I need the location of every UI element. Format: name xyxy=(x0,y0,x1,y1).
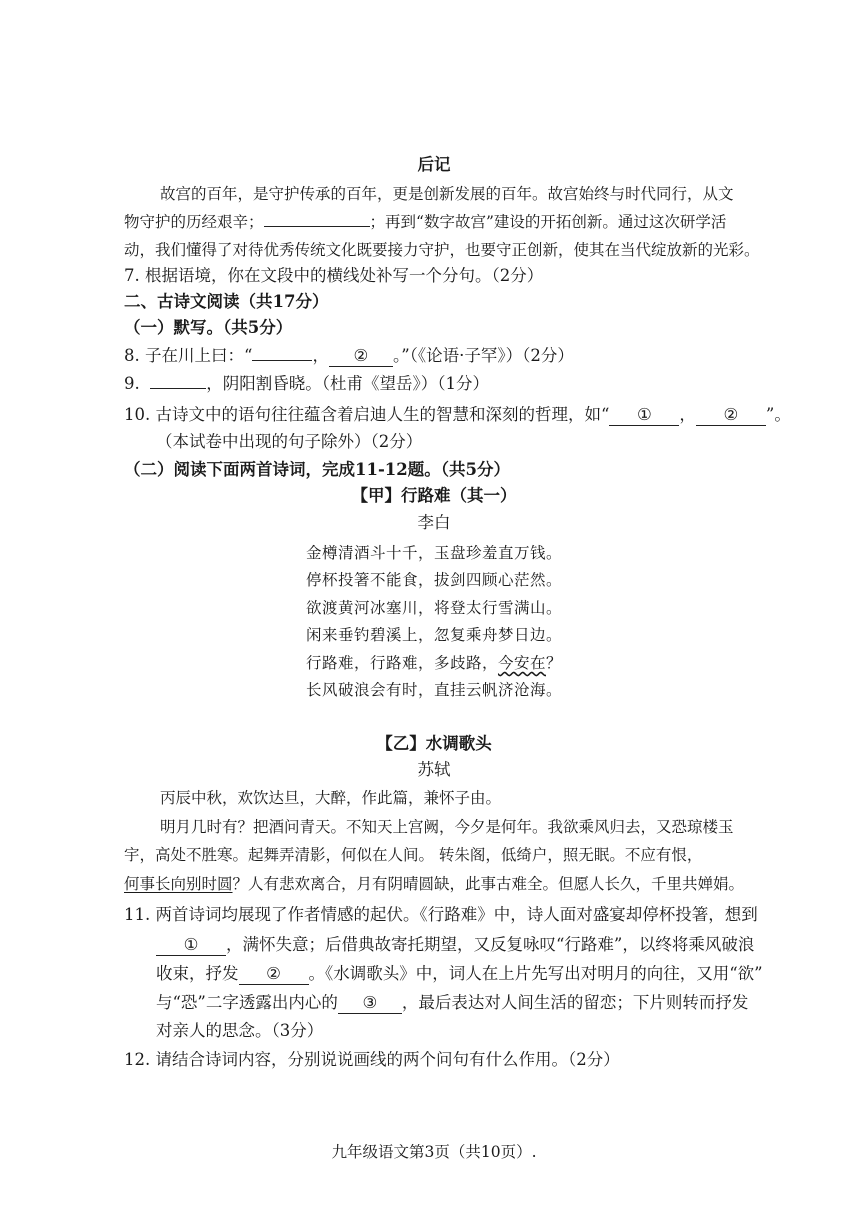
poem-b-underlined-question: 何事长向别时圆 xyxy=(124,875,233,893)
q10-blank-2[interactable] xyxy=(696,405,766,426)
question-10 xyxy=(124,403,791,427)
question-11-line-4 xyxy=(156,991,748,1015)
question-10-note: （本试卷中出现的句子除外）（2分） xyxy=(156,432,423,451)
q11-blank-1[interactable] xyxy=(156,935,226,956)
q11-blank-3[interactable] xyxy=(338,993,402,1014)
question-8-text: 8. 子在川上曰：“ xyxy=(124,346,253,365)
poem-b-author: 苏轼 xyxy=(417,760,451,779)
question-10-text: 10. 古诗文中的语句往往蕴含着启迪人生的智慧和深刻的哲理，如“ xyxy=(124,405,610,424)
question-11-line-1: 11. 两首诗词均展现了作者情感的起伏。《行路难》中，诗人面对盛宴却停杯投箸，想到 xyxy=(124,905,758,924)
poem-b-title: 【乙】水调歌头 xyxy=(376,734,492,753)
section-2-heading: 二、古诗文阅读（共17分） xyxy=(124,292,329,311)
poem-b-preface: 丙辰中秋，欢饮达旦，大醉，作此篇，兼怀子由。 xyxy=(160,789,502,807)
afterword-line-2-start: 物守护的历经艰辛； xyxy=(124,213,264,231)
page-footer: 九年级语文第3页（共10页）. xyxy=(331,1143,537,1161)
question-9-text: ，阴阳割昏晓。（杜甫《望岳》）（1分） xyxy=(206,374,489,393)
afterword-line-2 xyxy=(124,210,726,234)
afterword-line-2-end: ；再到“数字故宫”建设的开拓创新。通过这次研学活 xyxy=(369,213,727,231)
question-11-line-5: 对亲人的思念。（3分） xyxy=(156,1021,324,1040)
q8-separator: ， xyxy=(312,346,329,365)
q10-separator: ， xyxy=(679,405,696,424)
question-11-line-3-start: 收束，抒发 xyxy=(156,964,239,983)
poem-a-line-5 xyxy=(0,651,868,675)
poem-b-line-3-end: ？人有悲欢离合，月有阴晴圆缺，此事古难全。但愿人长久，千里共婵娟。 xyxy=(232,875,745,893)
poem-a-line-1: 金樽清酒斗十千，玉盘珍羞直万钱。 xyxy=(305,544,562,562)
poem-b-line-3 xyxy=(124,872,744,896)
q9-blank[interactable] xyxy=(150,388,206,389)
poem-b-line-2: 宇，高处不胜寒。起舞弄清影，何似在人间。 转朱阁，低绮户，照无眠。不应有恨， xyxy=(124,846,703,864)
question-11-line-3 xyxy=(156,962,763,986)
question-7: 7. 根据语境，你在文段中的横线处补写一个分句。（2分） xyxy=(124,266,544,285)
q10-blank-1[interactable] xyxy=(609,405,679,426)
question-9 xyxy=(124,372,489,396)
q10-blank-2-marker: ② xyxy=(723,405,739,424)
q10-blank-1-marker: ① xyxy=(637,405,652,424)
question-11-line-4-start: 与“恐”二字透露出内心的 xyxy=(156,993,338,1012)
poem-a-author: 李白 xyxy=(417,513,451,532)
part-1-heading: （一）默写。（共5分） xyxy=(124,318,293,337)
q11-blank-3-marker: ③ xyxy=(362,993,378,1012)
question-8 xyxy=(124,344,574,368)
question-11-line-2-text: ，满怀失意；后借典故寄托期望，又反复咏叹“行路难”，以终将乘风破浪 xyxy=(226,935,755,954)
question-8-source: 。”（《论语·子罕》）（2分） xyxy=(392,346,574,365)
question-10-end: ”。 xyxy=(765,405,791,424)
q8-blank-2[interactable] xyxy=(329,346,393,367)
poem-a-line-5-start: 行路难，行路难，多歧路， xyxy=(305,654,498,672)
afterword-line-3: 动，我们懂得了对待优秀传统文化既要接力守护，也要守正创新，使其在当代绽放新的光彩。 xyxy=(124,241,760,259)
question-11-line-3-end: 。《水调歌头》中，词人在上片先写出对明月的向往，又用“欲” xyxy=(308,964,763,983)
q11-blank-2-marker: ② xyxy=(266,964,281,983)
q8-blank-2-marker: ② xyxy=(353,346,369,365)
afterword-fill-blank[interactable] xyxy=(264,226,370,227)
poem-a-title: 【甲】行路难（其一） xyxy=(351,486,517,505)
q8-blank-1[interactable] xyxy=(252,360,312,361)
poem-a-line-6: 长风破浪会有时，直挂云帆济沧海。 xyxy=(305,681,562,699)
question-9-number: 9. xyxy=(124,374,140,393)
q11-blank-2[interactable] xyxy=(239,964,309,985)
question-11-line-4-end: ，最后表达对人间生活的留恋；下片则转而抒发 xyxy=(401,993,749,1012)
afterword-title: 后记 xyxy=(417,155,451,174)
poem-a-line-4: 闲来垂钓碧溪上，忽复乘舟梦日边。 xyxy=(305,626,562,644)
question-11-line-2 xyxy=(156,933,754,957)
poem-a-line-3: 欲渡黄河冰塞川，将登太行雪满山。 xyxy=(305,599,562,617)
part-2-heading: （二）阅读下面两首诗词，完成11-12题。（共5分） xyxy=(124,460,511,479)
poem-b-line-1: 明月几时有？把酒问青天。不知天上宫阙，今夕是何年。我欲乘风归去，又恐琼楼玉 xyxy=(160,818,734,836)
poem-a-underlined-question: 今安在 xyxy=(497,654,546,672)
poem-a-line-2: 停杯投箸不能食，拔剑四顾心茫然。 xyxy=(305,571,562,589)
q11-blank-1-marker: ① xyxy=(183,935,199,954)
poem-a-line-5-end: ？ xyxy=(546,654,563,672)
afterword-line-1: 故宫的百年，是守护传承的百年，更是创新发展的百年。故宫始终与时代同行，从文 xyxy=(160,185,734,203)
question-12: 12. 请结合诗词内容，分别说说画线的两个问句有什么作用。（2分） xyxy=(124,1050,620,1069)
